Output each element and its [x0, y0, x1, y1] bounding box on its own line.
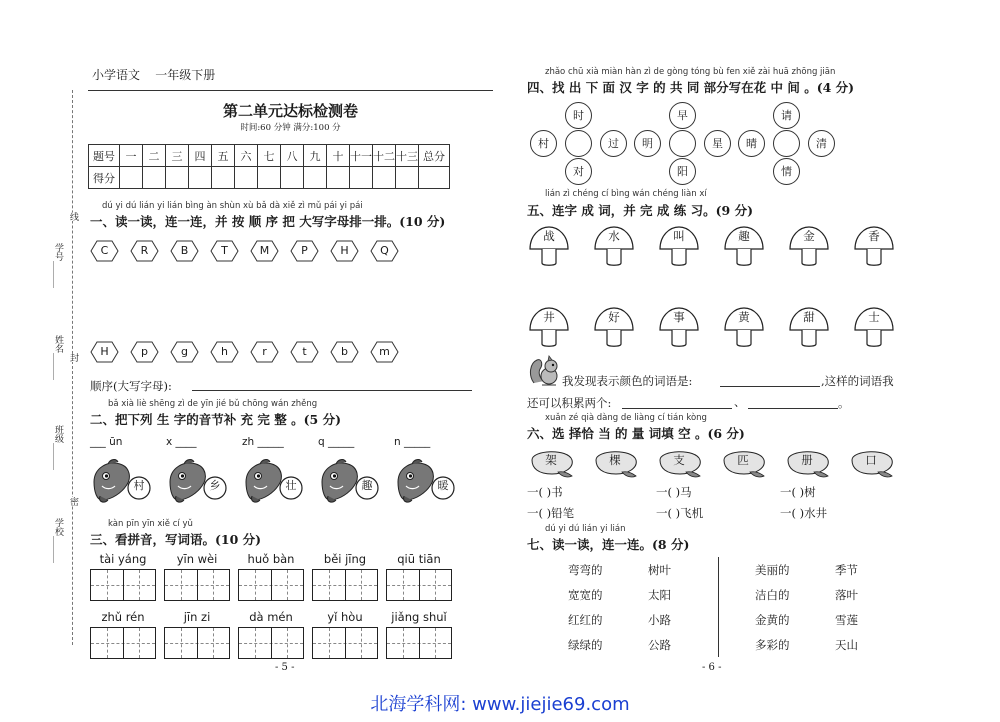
- pinyin-blank[interactable]: n _____: [394, 436, 431, 448]
- word-pinyin: jiǎng shuǐ: [391, 610, 447, 624]
- measure-word-leaf[interactable]: 口: [848, 446, 896, 480]
- q2-pinyin: bǎ xià liè shēng zì de yīn jié bǔ chōng wán zhěng: [108, 399, 318, 409]
- mushroom-character[interactable]: 井: [528, 306, 570, 348]
- writing-grid[interactable]: [164, 569, 230, 601]
- margin-name-label: 姓名______: [53, 335, 63, 380]
- fish-character-card: 村: [90, 456, 154, 506]
- score-cell[interactable]: [281, 167, 304, 189]
- margin-school-label: 学校______: [53, 518, 63, 563]
- score-head-cell: 七: [258, 145, 281, 167]
- matching-word[interactable]: 洁白的: [755, 588, 790, 602]
- measure-word-leaf[interactable]: 架: [528, 446, 576, 480]
- page-title: 第二单元达标检测卷: [222, 102, 358, 120]
- word-pinyin: zhǔ rén: [101, 610, 145, 624]
- score-head-cell: 四: [189, 145, 212, 167]
- q3-title: 三、看拼音，写词语。(10 分): [90, 532, 262, 547]
- q4-pinyin: zhǎo chū xià miàn hàn zì de gòng tóng bù fen xiě zài huā zhōng jiān: [545, 67, 836, 77]
- score-cell[interactable]: [166, 167, 189, 189]
- q5-blank-2[interactable]: [622, 408, 732, 409]
- matching-word[interactable]: 太阳: [648, 588, 671, 602]
- q5-blank-3[interactable]: [748, 408, 838, 409]
- score-cell[interactable]: [189, 167, 212, 189]
- measure-word-leaf[interactable]: 支: [656, 446, 704, 480]
- mushroom-character[interactable]: 趣: [723, 225, 765, 267]
- binding-line: [72, 90, 73, 645]
- score-cell[interactable]: [212, 167, 235, 189]
- score-head-cell: 总分: [419, 145, 450, 167]
- measure-word-leaf[interactable]: 册: [784, 446, 832, 480]
- char-flower: [736, 100, 836, 182]
- measure-word-blank[interactable]: 一( )树: [780, 485, 816, 499]
- margin-number-label: 学号______: [53, 243, 63, 288]
- uppercase-letter[interactable]: M: [250, 240, 279, 262]
- score-head-cell: 十三: [396, 145, 419, 167]
- score-cell[interactable]: [396, 167, 419, 189]
- flower-petal: 清: [808, 130, 835, 157]
- fish-character-card: 暖: [394, 456, 458, 506]
- mushroom-character[interactable]: 事: [658, 306, 700, 348]
- flower-petal: 时: [565, 102, 592, 129]
- lowercase-letter[interactable]: r: [250, 341, 279, 363]
- score-cell[interactable]: [373, 167, 396, 189]
- q5-sentence2: 还可以积累两个:: [527, 396, 612, 410]
- score-cell[interactable]: [258, 167, 281, 189]
- score-cell[interactable]: [143, 167, 166, 189]
- writing-grid[interactable]: [312, 627, 378, 659]
- matching-word[interactable]: 弯弯的: [568, 563, 603, 577]
- writing-grid[interactable]: [164, 627, 230, 659]
- page-subtitle: 时间:60 分钟 满分:100 分: [240, 123, 341, 133]
- word-pinyin: yīn wèi: [176, 552, 218, 566]
- score-head-cell: 一: [120, 145, 143, 167]
- score-head-cell: 三: [166, 145, 189, 167]
- word-pinyin: běi jīng: [323, 552, 367, 566]
- header-rule: [88, 90, 493, 91]
- q7-title: 七、读一读，连一连。(8 分): [527, 537, 690, 552]
- lowercase-letter[interactable]: g: [170, 341, 199, 363]
- score-head-cell: 十一: [350, 145, 373, 167]
- lowercase-letter[interactable]: H: [90, 341, 119, 363]
- uppercase-letter[interactable]: B: [170, 240, 199, 262]
- mushroom-character[interactable]: 好: [593, 306, 635, 348]
- q1-order-label: 顺序(大写字母):: [90, 379, 172, 393]
- squirrel-icon: [528, 353, 560, 387]
- flower-center-blank[interactable]: [565, 130, 592, 157]
- q3-pinyin: kàn pīn yīn xiě cí yǔ: [108, 519, 193, 529]
- q6-title: 六、选 择恰 当 的 量 词填 空 。(6 分): [527, 426, 745, 441]
- writing-grid[interactable]: [238, 627, 304, 659]
- pinyin-blank[interactable]: ___ ūn: [90, 436, 123, 448]
- flower-petal: 晴: [738, 130, 765, 157]
- word-pinyin: qiū tiān: [397, 552, 441, 566]
- q5-title: 五、连字 成 词，并 完 成 练 习。(9 分): [527, 203, 753, 218]
- word-pinyin: jīn zi: [183, 610, 211, 624]
- word-pinyin: dà mén: [249, 610, 293, 624]
- flower-petal: 过: [600, 130, 627, 157]
- matching-word[interactable]: 雪莲: [835, 613, 858, 627]
- measure-word-blank[interactable]: 一( )马: [656, 485, 692, 499]
- matching-word[interactable]: 金黄的: [755, 613, 790, 627]
- flower-petal: 阳: [669, 158, 696, 185]
- page-number-left: - 5 -: [275, 662, 295, 673]
- matching-word[interactable]: 多彩的: [755, 638, 790, 652]
- score-cell[interactable]: [120, 167, 143, 189]
- q5-sentence2-end: 。: [838, 396, 850, 410]
- uppercase-letter[interactable]: C: [90, 240, 119, 262]
- flower-petal: 早: [669, 102, 696, 129]
- flower-petal: 情: [773, 158, 800, 185]
- score-cell[interactable]: [327, 167, 350, 189]
- uppercase-letter[interactable]: T: [210, 240, 239, 262]
- char-flower: [632, 100, 732, 182]
- mushroom-character[interactable]: 香: [853, 225, 895, 267]
- matching-word[interactable]: 公路: [648, 638, 671, 652]
- matching-word[interactable]: 绿绿的: [568, 638, 603, 652]
- flower-center-blank[interactable]: [773, 130, 800, 157]
- score-head-cell: 五: [212, 145, 235, 167]
- matching-word[interactable]: 美丽的: [755, 563, 790, 577]
- matching-word[interactable]: 小路: [648, 613, 671, 627]
- q5-pinyin: lián zì chéng cí bìng wán chéng liàn xí: [545, 189, 707, 199]
- lowercase-letter[interactable]: p: [130, 341, 159, 363]
- score-cell[interactable]: [304, 167, 327, 189]
- pinyin-blank[interactable]: x ____: [166, 436, 197, 448]
- flower-petal: 村: [530, 130, 557, 157]
- score-head-cell: 十: [327, 145, 350, 167]
- lowercase-letter[interactable]: t: [290, 341, 319, 363]
- score-head-cell: 题号: [89, 145, 120, 167]
- q4-title: 四、找 出 下 面 汉 字 的 共 同 部分写在花 中 间 。(4 分): [527, 80, 855, 95]
- writing-grid[interactable]: [90, 569, 156, 601]
- matching-word[interactable]: 落叶: [835, 588, 858, 602]
- footer-watermark: 北海学科网: www.jiejie69.com: [370, 694, 630, 715]
- score-row-label: 得分: [89, 167, 120, 189]
- uppercase-letter[interactable]: Q: [370, 240, 399, 262]
- word-pinyin: yǐ hòu: [327, 610, 363, 624]
- matching-word[interactable]: 季节: [835, 563, 858, 577]
- flower-petal: 明: [634, 130, 661, 157]
- q1-order-answer-line[interactable]: [192, 390, 472, 391]
- matching-word[interactable]: 红红的: [568, 613, 603, 627]
- measure-word-blank[interactable]: 一( )书: [527, 485, 563, 499]
- fish-character-card: 壮: [242, 456, 306, 506]
- fish-character-card: 趣: [318, 456, 382, 506]
- flower-petal: 对: [565, 158, 592, 185]
- page-number-right: - 6 -: [702, 662, 722, 673]
- uppercase-letter[interactable]: R: [130, 240, 159, 262]
- header-subject: 小学语文 一年级下册: [92, 68, 216, 82]
- q7-divider: [718, 557, 719, 657]
- score-head-cell: 六: [235, 145, 258, 167]
- uppercase-letter[interactable]: H: [330, 240, 359, 262]
- char-flower: [528, 100, 628, 182]
- margin-class-label: 班级______: [53, 425, 63, 470]
- q2-title: 二、把下列 生 字的音节补 充 完 整 。(5 分): [90, 412, 341, 427]
- flower-center-blank[interactable]: [669, 130, 696, 157]
- margin-mi: 密: [68, 497, 78, 506]
- score-head-cell: 十二: [373, 145, 396, 167]
- score-head-cell: 九: [304, 145, 327, 167]
- mushroom-character[interactable]: 水: [593, 225, 635, 267]
- word-pinyin: huǒ bàn: [247, 552, 295, 566]
- flower-petal: 请: [773, 102, 800, 129]
- score-cell[interactable]: [235, 167, 258, 189]
- matching-word[interactable]: 宽宽的: [568, 588, 603, 602]
- measure-word-blank[interactable]: 一( )水井: [780, 506, 828, 520]
- score-cell[interactable]: [350, 167, 373, 189]
- writing-grid[interactable]: [90, 627, 156, 659]
- q5-blank-1[interactable]: [720, 386, 820, 387]
- q5-sentence1-end: ,这样的词语我: [821, 374, 894, 388]
- mushroom-character[interactable]: 士: [853, 306, 895, 348]
- q6-pinyin: xuǎn zé qià dàng de liàng cí tián kòng: [545, 413, 707, 423]
- lowercase-letter[interactable]: h: [210, 341, 239, 363]
- q5-dash: 、: [734, 395, 746, 409]
- writing-grid[interactable]: [386, 627, 452, 659]
- flower-petal: 星: [704, 130, 731, 157]
- mushroom-character[interactable]: 甜: [788, 306, 830, 348]
- q5-sentence1: 我发现表示颜色的词语是:: [562, 374, 693, 388]
- margin-feng: 封: [68, 353, 78, 362]
- fish-character-card: 乡: [166, 456, 230, 506]
- q1-title: 一、读一读，连一连，并 按 顺 序 把 大写字母排一排。(10 分): [90, 214, 446, 229]
- q1-pinyin: dú yi dú lián yi lián bìng àn shùn xù bǎ dà xiě zì mǔ pái yi pái: [102, 201, 363, 211]
- score-head-cell: 二: [143, 145, 166, 167]
- matching-word[interactable]: 天山: [835, 638, 858, 652]
- lowercase-letter[interactable]: m: [370, 341, 399, 363]
- mushroom-character[interactable]: 叫: [658, 225, 700, 267]
- margin-xian: 线: [68, 212, 78, 221]
- writing-grid[interactable]: [312, 569, 378, 601]
- pinyin-blank[interactable]: q _____: [318, 436, 355, 448]
- writing-grid[interactable]: [386, 569, 452, 601]
- mushroom-character[interactable]: 金: [788, 225, 830, 267]
- measure-word-blank[interactable]: 一( )铅笔: [527, 506, 575, 520]
- writing-grid[interactable]: [238, 569, 304, 601]
- measure-word-leaf[interactable]: 匹: [720, 446, 768, 480]
- score-head-cell: 八: [281, 145, 304, 167]
- measure-word-blank[interactable]: 一( )飞机: [656, 506, 704, 520]
- score-table: [88, 144, 450, 189]
- mushroom-character[interactable]: 战: [528, 225, 570, 267]
- mushroom-character[interactable]: 黄: [723, 306, 765, 348]
- measure-word-leaf[interactable]: 棵: [592, 446, 640, 480]
- uppercase-letter[interactable]: P: [290, 240, 319, 262]
- matching-word[interactable]: 树叶: [648, 563, 671, 577]
- pinyin-blank[interactable]: zh _____: [242, 436, 284, 448]
- word-pinyin: tài yáng: [99, 552, 147, 566]
- score-cell[interactable]: [419, 167, 450, 189]
- lowercase-letter[interactable]: b: [330, 341, 359, 363]
- q7-pinyin: dú yi dú lián yi lián: [545, 524, 626, 534]
